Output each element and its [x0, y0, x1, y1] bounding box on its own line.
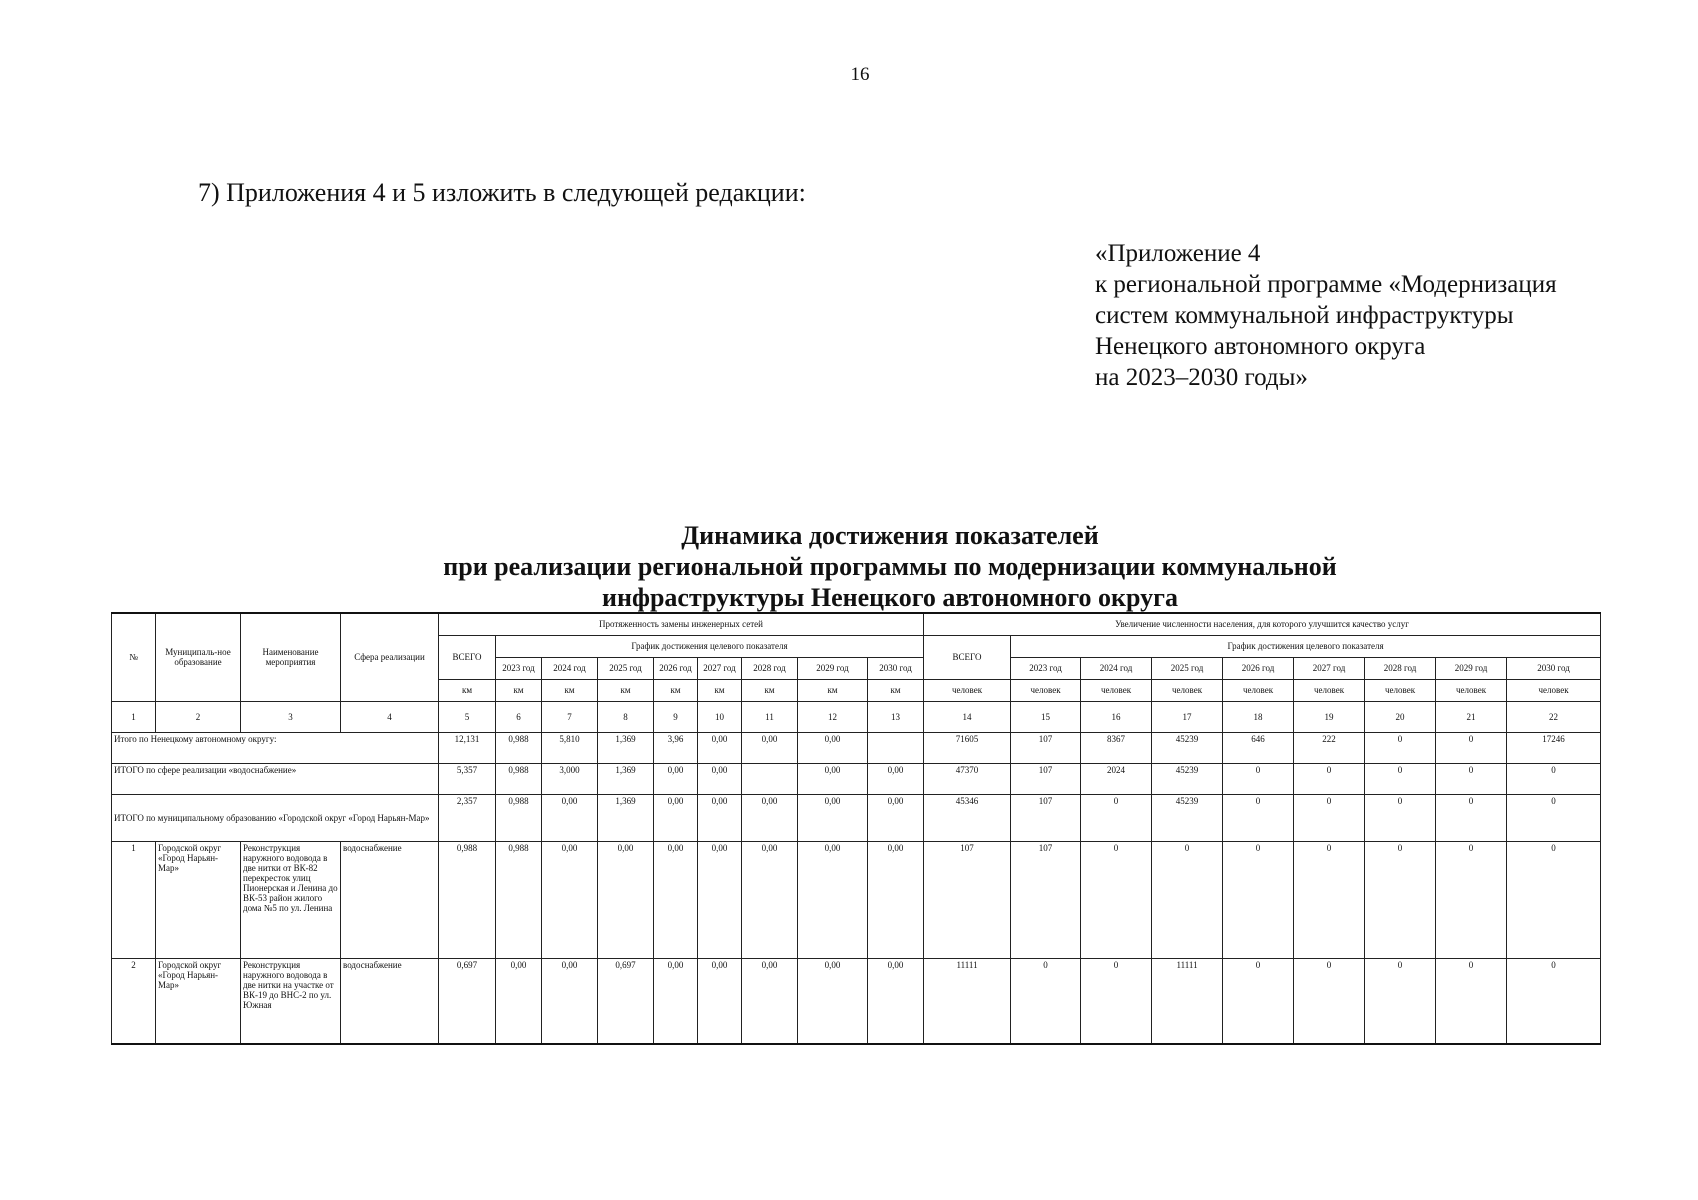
value-cell: 45346 [924, 794, 1011, 841]
header-sphere: Сфера реализации [341, 613, 439, 701]
value-cell: 45239 [1152, 763, 1223, 794]
value-cell: 5,810 [542, 732, 598, 763]
column-number: 21 [1436, 701, 1507, 732]
value-cell: 107 [924, 841, 1011, 958]
header-year: 2023 год [496, 657, 542, 679]
column-number: 16 [1081, 701, 1152, 732]
row-sphere: водоснабжение [341, 841, 439, 958]
value-cell: 1,369 [598, 763, 654, 794]
title-line: инфраструктуры Ненецкого автономного округа [602, 583, 1178, 612]
value-cell: 0 [1081, 794, 1152, 841]
value-cell: 0,00 [496, 958, 542, 1044]
value-cell: 0 [1152, 841, 1223, 958]
value-cell: 0,00 [542, 794, 598, 841]
value-cell: 0 [1365, 841, 1436, 958]
value-cell: 222 [1294, 732, 1365, 763]
header-year: 2025 год [598, 657, 654, 679]
value-cell: 0 [1365, 794, 1436, 841]
summary-label: Итого по Ненецкому автономному округу: [112, 732, 439, 763]
header-event: Наименование мероприятия [241, 613, 341, 701]
value-cell: 12,131 [439, 732, 496, 763]
appendix-reference [1095, 238, 1557, 393]
value-cell: 0 [1081, 841, 1152, 958]
value-cell: 0,00 [542, 841, 598, 958]
value-cell: 0,00 [542, 958, 598, 1044]
appendix-line: систем коммунальной инфраструктуры [1095, 302, 1514, 329]
column-number: 20 [1365, 701, 1436, 732]
header-year: 2027 год [1294, 657, 1365, 679]
value-cell: 11111 [924, 958, 1011, 1044]
header-unit: км [496, 679, 542, 701]
value-cell: 0 [1294, 841, 1365, 958]
value-cell: 0,00 [742, 958, 798, 1044]
header-year: 2030 год [1507, 657, 1601, 679]
value-cell: 0,00 [698, 732, 742, 763]
header-networks-schedule: График достижения целевого показателя [496, 635, 924, 657]
value-cell: 0 [1436, 958, 1507, 1044]
value-cell: 5,357 [439, 763, 496, 794]
row-sphere: водоснабжение [341, 958, 439, 1044]
header-unit: человек [1152, 679, 1223, 701]
appendix-line: к региональной программе «Модернизация [1095, 271, 1557, 298]
value-cell: 0,00 [798, 732, 868, 763]
column-number: 10 [698, 701, 742, 732]
header-unit: км [868, 679, 924, 701]
indicators-table-wrapper [111, 612, 1596, 1045]
value-cell: 0,00 [798, 794, 868, 841]
value-cell: 0,00 [868, 763, 924, 794]
value-cell [742, 763, 798, 794]
value-cell: 8367 [1081, 732, 1152, 763]
value-cell: 0,988 [496, 794, 542, 841]
header-unit: человек [924, 679, 1011, 701]
header-unit: человек [1011, 679, 1081, 701]
appendix-line: «Приложение 4 [1095, 240, 1261, 267]
value-cell: 0,00 [868, 958, 924, 1044]
column-number: 5 [439, 701, 496, 732]
column-number: 22 [1507, 701, 1601, 732]
value-cell: 45239 [1152, 794, 1223, 841]
header-population-group: Увеличение численности населения, для которого улучшится качество услуг [924, 613, 1601, 635]
value-cell: 0,00 [868, 841, 924, 958]
table-row [112, 841, 1601, 958]
value-cell: 0,697 [598, 958, 654, 1044]
value-cell: 0 [1507, 958, 1601, 1044]
value-cell: 0 [1294, 958, 1365, 1044]
value-cell: 0,988 [496, 841, 542, 958]
header-unit: человек [1081, 679, 1152, 701]
title-line: при реализации региональной программы по модернизации коммунальной [443, 552, 1337, 581]
value-cell: 107 [1011, 794, 1081, 841]
appendix-line: на 2023–2030 годы» [1095, 364, 1308, 391]
value-cell: 0,00 [654, 794, 698, 841]
value-cell [868, 732, 924, 763]
value-cell: 2024 [1081, 763, 1152, 794]
value-cell: 0 [1011, 958, 1081, 1044]
header-municipality: Муниципаль-ное образование [156, 613, 241, 701]
value-cell: 0,00 [654, 841, 698, 958]
value-cell: 0 [1436, 841, 1507, 958]
value-cell: 71605 [924, 732, 1011, 763]
value-cell: 107 [1011, 841, 1081, 958]
column-number: 4 [341, 701, 439, 732]
value-cell: 2,357 [439, 794, 496, 841]
value-cell: 0 [1223, 958, 1294, 1044]
value-cell: 0,00 [798, 958, 868, 1044]
summary-label: ИТОГО по муниципальному образованию «Городской округ «Город Нарьян-Мар» [112, 794, 439, 841]
header-year: 2029 год [1436, 657, 1507, 679]
column-number: 2 [156, 701, 241, 732]
header-year: 2023 год [1011, 657, 1081, 679]
summary-label: ИТОГО по сфере реализации «водоснабжение» [112, 763, 439, 794]
value-cell: 0,00 [598, 841, 654, 958]
value-cell: 0,988 [496, 732, 542, 763]
value-cell: 0,00 [698, 841, 742, 958]
column-number: 9 [654, 701, 698, 732]
column-number: 11 [742, 701, 798, 732]
column-number: 12 [798, 701, 868, 732]
value-cell: 646 [1223, 732, 1294, 763]
column-number: 15 [1011, 701, 1081, 732]
column-number: 14 [924, 701, 1011, 732]
indicators-table [111, 612, 1601, 1045]
column-number-row [112, 701, 1601, 732]
header-year: 2030 год [868, 657, 924, 679]
value-cell: 0,00 [654, 958, 698, 1044]
row-event: Реконструкция наружного водовода в две нитки на участке от ВК-19 до ВНС-2 по ул. Южная [241, 958, 341, 1044]
value-cell: 0 [1294, 763, 1365, 794]
value-cell: 0 [1507, 794, 1601, 841]
summary-row-municipality [112, 794, 1601, 841]
header-year: 2024 год [542, 657, 598, 679]
header-unit: км [439, 679, 496, 701]
summary-row-total [112, 732, 1601, 763]
value-cell: 1,369 [598, 794, 654, 841]
row-number: 2 [112, 958, 156, 1044]
value-cell: 0,697 [439, 958, 496, 1044]
value-cell: 0,988 [439, 841, 496, 958]
value-cell: 0,00 [798, 841, 868, 958]
value-cell: 0,00 [654, 763, 698, 794]
value-cell: 0,00 [742, 794, 798, 841]
value-cell: 107 [1011, 732, 1081, 763]
summary-row-water [112, 763, 1601, 794]
row-event: Реконструкция наружного водовода в две нитки от ВК-82 перекресток улиц Пионерская и Ленина до ВК-53 район жилого дома №5 по ул. Ленина [241, 841, 341, 958]
value-cell: 0 [1365, 732, 1436, 763]
header-num: № [112, 613, 156, 701]
header-unit: человек [1436, 679, 1507, 701]
table-row [112, 958, 1601, 1044]
value-cell: 0 [1223, 841, 1294, 958]
value-cell: 0 [1081, 958, 1152, 1044]
column-number: 8 [598, 701, 654, 732]
value-cell: 0 [1365, 958, 1436, 1044]
header-unit: км [654, 679, 698, 701]
instruction-text: 7) Приложения 4 и 5 изложить в следующей редакции: [198, 178, 806, 207]
header-year: 2025 год [1152, 657, 1223, 679]
header-year: 2026 год [1223, 657, 1294, 679]
page-number: 16 [850, 64, 870, 85]
value-cell: 0 [1507, 763, 1601, 794]
value-cell: 0 [1223, 794, 1294, 841]
value-cell: 0,00 [798, 763, 868, 794]
row-municipality: Городской округ «Город Нарьян-Мар» [156, 841, 241, 958]
header-unit: человек [1365, 679, 1436, 701]
header-unit: человек [1223, 679, 1294, 701]
value-cell: 107 [1011, 763, 1081, 794]
row-municipality: Городской округ «Город Нарьян-Мар» [156, 958, 241, 1044]
value-cell: 0,00 [742, 732, 798, 763]
value-cell: 11111 [1152, 958, 1223, 1044]
value-cell: 0,988 [496, 763, 542, 794]
value-cell: 0,00 [742, 841, 798, 958]
value-cell: 0 [1507, 841, 1601, 958]
value-cell: 0,00 [698, 958, 742, 1044]
header-year: 2028 год [742, 657, 798, 679]
value-cell: 3,96 [654, 732, 698, 763]
header-population-total: ВСЕГО [924, 635, 1011, 679]
value-cell: 0 [1436, 794, 1507, 841]
document-title [0, 520, 1698, 613]
header-unit: человек [1294, 679, 1365, 701]
value-cell: 0 [1436, 763, 1507, 794]
header-population-schedule: График достижения целевого показателя [1011, 635, 1601, 657]
value-cell: 47370 [924, 763, 1011, 794]
header-networks-total: ВСЕГО [439, 635, 496, 679]
column-number: 17 [1152, 701, 1223, 732]
header-unit: км [598, 679, 654, 701]
value-cell: 0 [1365, 763, 1436, 794]
column-number: 6 [496, 701, 542, 732]
value-cell: 1,369 [598, 732, 654, 763]
value-cell: 0 [1294, 794, 1365, 841]
value-cell: 17246 [1507, 732, 1601, 763]
header-year: 2029 год [798, 657, 868, 679]
header-year: 2027 год [698, 657, 742, 679]
value-cell: 45239 [1152, 732, 1223, 763]
value-cell: 3,000 [542, 763, 598, 794]
value-cell: 0 [1223, 763, 1294, 794]
header-unit: км [542, 679, 598, 701]
value-cell: 0,00 [868, 794, 924, 841]
column-number: 18 [1223, 701, 1294, 732]
header-year: 2024 год [1081, 657, 1152, 679]
column-number: 19 [1294, 701, 1365, 732]
value-cell: 0,00 [698, 794, 742, 841]
title-line: Динамика достижения показателей [681, 521, 1099, 550]
column-number: 7 [542, 701, 598, 732]
header-year: 2028 год [1365, 657, 1436, 679]
header-unit: человек [1507, 679, 1601, 701]
column-number: 1 [112, 701, 156, 732]
header-unit: км [742, 679, 798, 701]
value-cell: 0,00 [698, 763, 742, 794]
header-unit: км [798, 679, 868, 701]
column-number: 3 [241, 701, 341, 732]
column-number: 13 [868, 701, 924, 732]
header-unit: км [698, 679, 742, 701]
row-number: 1 [112, 841, 156, 958]
header-year: 2026 год [654, 657, 698, 679]
header-networks-group: Протяженность замены инженерных сетей [439, 613, 924, 635]
appendix-line: Ненецкого автономного округа [1095, 333, 1426, 360]
value-cell: 0 [1436, 732, 1507, 763]
